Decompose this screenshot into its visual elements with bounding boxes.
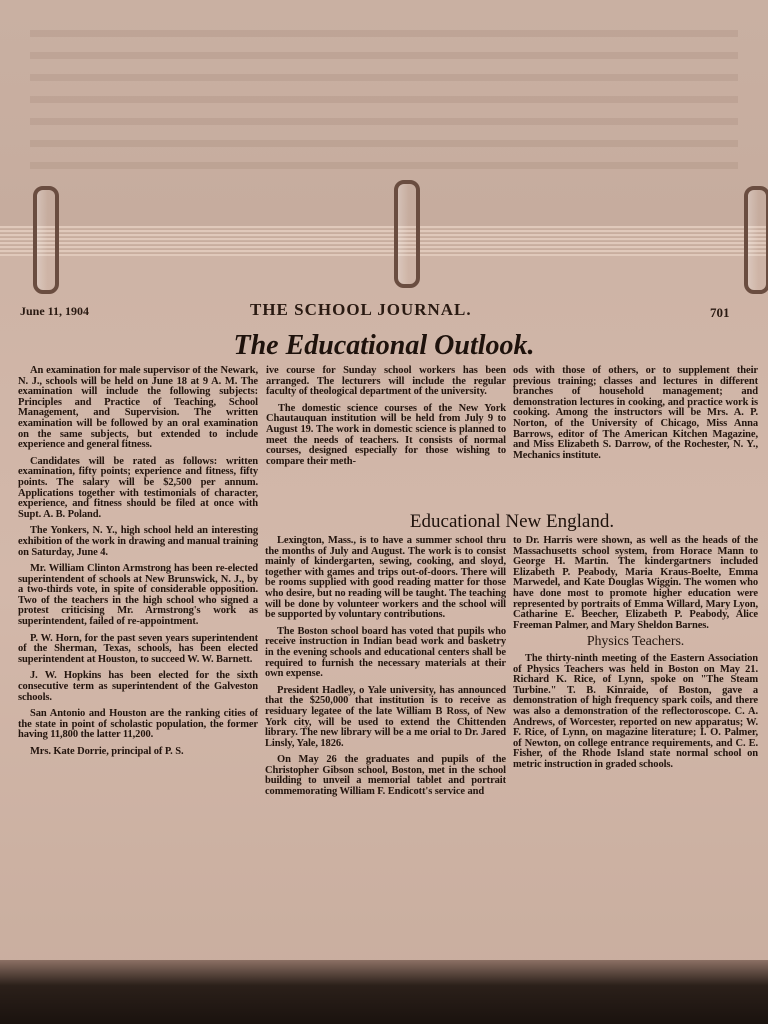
column-2-bottom [265, 536, 506, 918]
paragraph: San Antonio and Houston are the ranking cities of the state in point of scholastic population, the former having 11,800 the latter 11,200. [18, 708, 258, 741]
paragraph: Lexington, Mass., is to have a summer school thru the months of July and August. The work is to consist mainly of kindergarten, sewing, cooking, and sloyd, together with games and trips out-of-doors. There will be rooms supplied with good reading matter for those who desire, but no reading will be taught. The teaching will be done by volunteer workers and the school will be supported by voluntary contributions. [265, 536, 506, 621]
ghost-text-line [30, 74, 738, 81]
paragraph: ive course for Sunday school workers has been arranged. The lecturers will include the regular faculty of theological department of the university. [266, 365, 506, 398]
page-stack-edge [0, 226, 768, 256]
journal-name: THE SCHOOL JOURNAL. [250, 300, 472, 319]
ghost-text-line [30, 118, 738, 125]
paragraph: An examination for male supervisor of the Newark, N. J., schools will be held on June 18 at 9 A. M. The examination will include the following subjects: Principles and Practice of Teaching, School Management, and Supervision. The written examination will be followed by an oral examination on the same subjects, but extended to include experience and general fitness. [18, 366, 258, 451]
paragraph: The Boston school board has voted that pupils who receive instruction in Indian bead work and basketry in the evening schools and educational centers shall be required to furnish the necessary materials at their own expense. [265, 625, 506, 680]
column-2-top [266, 366, 506, 473]
paragraph: President Hadley, o Yale university, has announced that the $250,000 that institution is to receive as residuary legatee of the late William B Ross, of New York city, will be used to extend the Chittenden library. The new library will be a me orial to Dr. Jared Linsly, Yale, 1826. [265, 684, 506, 749]
ghost-text-line [30, 162, 738, 169]
section-heading: Educational New England. [409, 511, 615, 532]
paragraph: J. W. Hopkins has been elected for the sixth consecutive term as superintendent of the Galveston schools. [18, 670, 258, 703]
paragraph: The Yonkers, N. Y., high school held an interesting exhibition of the work in drawing and manual training on Saturday, June 4. [18, 525, 258, 558]
column-3-top [513, 366, 758, 467]
subsection-heading: Physics Teachers. [586, 634, 685, 650]
binder-ring-icon [394, 180, 420, 288]
underlying-page [0, 0, 768, 230]
table-surface [0, 960, 768, 1024]
ghost-text-line [30, 30, 738, 37]
ghost-text-line [30, 96, 738, 103]
paragraph: to Dr. Harris were shown, as well as the heads of the Massachusetts school system, from Horace Mann to George H. Martin. The kindergartners included Elizabeth P. Peabody, Maria Kraus-Boelte, Emma Marwedel, and Kate Douglas Wiggin. The women who have done most to promote higher education were represented by portraits of Emma Willard, Mary Lyon, Catharine E. Beecher, Elizabeth P. Peabody, Alice Freeman Palmer, and Mary Sheldon Barnes. [513, 535, 758, 631]
paragraph: On May 26 the graduates and pupils of the Christopher Gibson school, Boston, met in the school building to unveil a memorial tablet and portrait commemorating William F. Endicott's service and [265, 754, 506, 798]
paragraph: The thirty-ninth meeting of the Eastern Association of Physics Teachers was held in Boston on May 21. Richard K. Rice, of Lynn, spoke on "The Steam Turbine." T. B. Kinraide, of Boston, gave a demonstration of high frequency spark coils, and there was also a demonstration of the reflectoroscope. C. A. Andrews, of Worcester, reported on new apparatus; W. F. Rice, of Lynn, on magazine literature; I. O. Palmer, of Newton, on college entrance requirements, and C. E. Fisher, of the Rhode Island state normal school on metric instruction in graded schools. [513, 652, 758, 770]
column-1 [18, 366, 258, 914]
binder-ring-icon [744, 186, 768, 294]
page-header [0, 300, 768, 322]
binder-ring-icon [33, 186, 59, 294]
ghost-text-line [30, 52, 738, 59]
paragraph: Candidates will be rated as follows: written examination, fifty points; experience and fitness, fifty points. The salary will be $2,500 per annum. Applications together with testimonials of character, experience, and fitness should be filed at once with Supt. A. B. Poland. [18, 455, 258, 520]
paragraph: Mrs. Kate Dorrie, principal of P. S. [30, 746, 184, 757]
paragraph: The domestic science courses of the New York Chautauquan institution will be held from July 9 to August 19. The work in domestic science is planned to meet the needs of teachers. It consists of normal courses, designed especially for those wishing to compare their meth- [266, 402, 506, 467]
ghost-text-line [30, 140, 738, 147]
page-title: The Educational Outlook. [233, 330, 535, 361]
column-3-bottom [513, 536, 758, 776]
issue-date: June 11, 1904 [20, 304, 90, 318]
paragraph: Mr. William Clinton Armstrong has been re-elected superintendent of schools at New Brunswick, N. J., by a two-thirds vote, in spite of considerable opposition. Two of the teachers in the high school who signed a protest criticising Mr. Armstrong's work as superintendent, failed of re-appointment. [18, 563, 258, 628]
paragraph: P. W. Horn, for the past seven years superintendent of the Sherman, Texas, schools, has been elected superintendent at Houston, to succeed W. W. Barnett. [18, 632, 258, 665]
page-number: 701 [710, 305, 730, 320]
paragraph: ods with those of others, or to supplement their previous training; classes and lectures in different branches of household management; and demonstration lectures in cooking, and practice work is cooking. Among the instructors will be Mrs. A. P. Norton, of the University of Chicago, Miss Anna Barrows, editor of The American Kitchen Magazine, and Miss Elizabeth S. Darrow, of the Rochester, N. Y., Mechanics institute. [513, 365, 758, 461]
